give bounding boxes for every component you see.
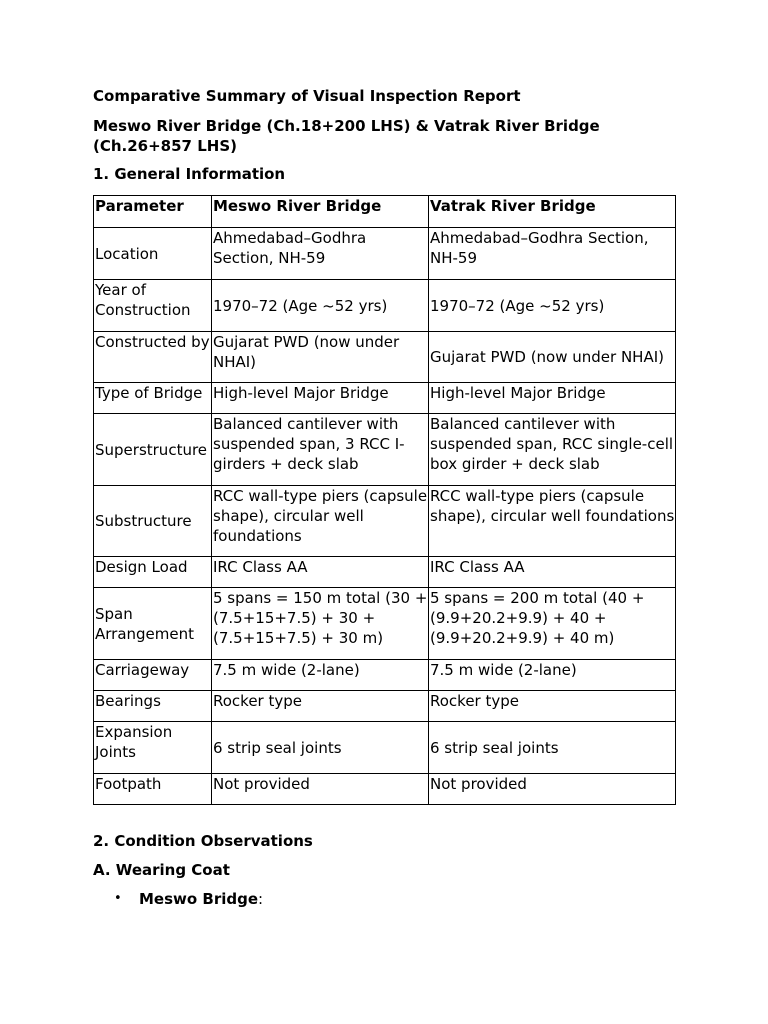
header-cell: Meswo River Bridge — [212, 196, 429, 228]
subsection-heading-wearing-coat: A. Wearing Coat — [93, 861, 230, 879]
table-cell: 1970–72 (Age ~52 yrs) — [429, 280, 676, 332]
table-cell: Rocker type — [212, 691, 429, 722]
table-row — [94, 660, 676, 691]
table-cell: Type of Bridge — [94, 383, 212, 414]
header-cell: Parameter — [94, 196, 212, 228]
table-cell: Footpath — [94, 774, 212, 805]
table-cell: 7.5 m wide (2-lane) — [212, 660, 429, 691]
table-cell: 1970–72 (Age ~52 yrs) — [212, 280, 429, 332]
table-cell: RCC wall-type piers (capsule shape), circular well foundations — [429, 486, 676, 557]
table-cell: Expansion Joints — [94, 722, 212, 774]
table-cell: Balanced cantilever with suspended span, RCC single-cell box girder + deck slab — [429, 414, 676, 486]
table-row — [94, 383, 676, 414]
header-cell: Vatrak River Bridge — [429, 196, 676, 228]
table-row — [94, 280, 676, 332]
table-row — [94, 691, 676, 722]
section-heading-general-information: 1. General Information — [93, 165, 286, 183]
table-cell: Constructed by — [94, 332, 212, 383]
table-cell: Ahmedabad–Godhra Section, NH-59 — [212, 228, 429, 280]
table-cell: Carriageway — [94, 660, 212, 691]
table-cell: 5 spans = 200 m total (40 + (9.9+20.2+9.9) + 40 + (9.9+20.2+9.9) + 40 m) — [429, 588, 676, 660]
table-cell: Ahmedabad–Godhra Section, NH-59 — [429, 228, 676, 280]
table-cell: Balanced cantilever with suspended span, 3 RCC I-girders + deck slab — [212, 414, 429, 486]
table-cell: Not provided — [429, 774, 676, 805]
table-cell: Gujarat PWD (now under NHAI) — [429, 332, 676, 383]
table-cell: High-level Major Bridge — [212, 383, 429, 414]
document-title: Comparative Summary of Visual Inspection Report — [93, 87, 521, 105]
list-item-suffix: : — [258, 890, 264, 908]
table-row — [94, 332, 676, 383]
table-cell: High-level Major Bridge — [429, 383, 676, 414]
table-row — [94, 414, 676, 486]
list-item-label: Meswo Bridge — [139, 890, 259, 908]
table-cell: 7.5 m wide (2-lane) — [429, 660, 676, 691]
table-cell: Location — [94, 228, 212, 280]
bullet-icon: • — [114, 891, 122, 906]
list-item-text — [139, 889, 263, 909]
table-cell: RCC wall-type piers (capsule shape), circular well foundations — [212, 486, 429, 557]
document-subtitle: Meswo River Bridge (Ch.18+200 LHS) & Vatrak River Bridge (Ch.26+857 LHS) — [93, 117, 600, 155]
table-cell: Year of Construction — [94, 280, 212, 332]
table-cell: IRC Class AA — [212, 557, 429, 588]
table-cell: Gujarat PWD (now under NHAI) — [212, 332, 429, 383]
table-cell: 6 strip seal joints — [212, 722, 429, 774]
table-row — [94, 722, 676, 774]
table-cell: Rocker type — [429, 691, 676, 722]
table-cell: Design Load — [94, 557, 212, 588]
general-information-table — [93, 195, 676, 805]
table-row — [94, 228, 676, 280]
table-cell: Not provided — [212, 774, 429, 805]
table-cell: Substructure — [94, 486, 212, 557]
table-cell: IRC Class AA — [429, 557, 676, 588]
table-row — [94, 774, 676, 805]
table-cell: Superstructure — [94, 414, 212, 486]
table-cell: Span Arrangement — [94, 588, 212, 660]
table-cell: Bearings — [94, 691, 212, 722]
table-row — [94, 557, 676, 588]
table-header-row — [94, 196, 676, 228]
table-cell: 6 strip seal joints — [429, 722, 676, 774]
table-row — [94, 588, 676, 660]
table-cell: 5 spans = 150 m total (30 + (7.5+15+7.5) + 30 + (7.5+15+7.5) + 30 m) — [212, 588, 429, 660]
section-heading-condition-observations: 2. Condition Observations — [93, 832, 313, 850]
table-row — [94, 486, 676, 557]
